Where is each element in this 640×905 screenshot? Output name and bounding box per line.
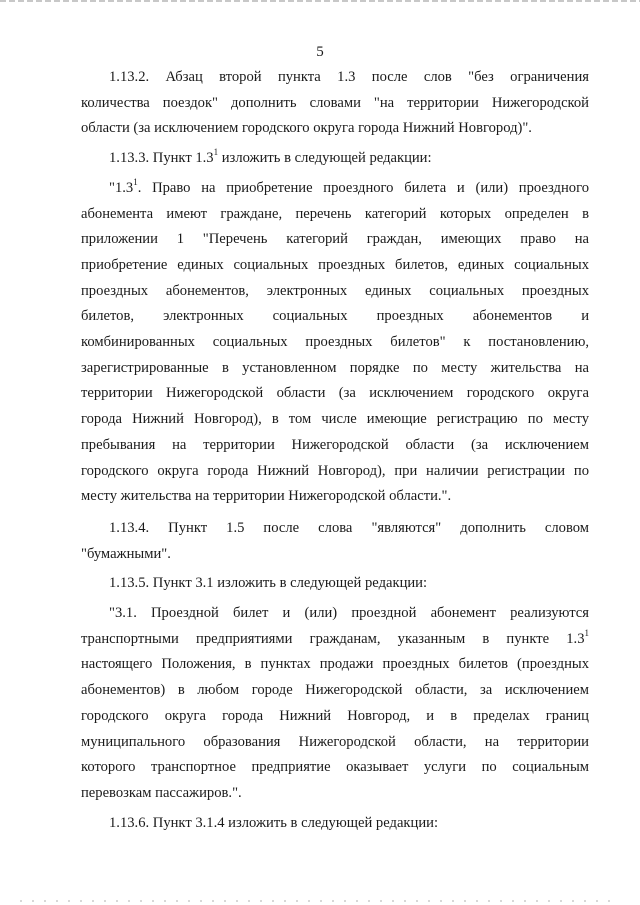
paragraph-1-13-4 <box>81 516 589 567</box>
text-line <box>81 627 589 653</box>
text-line: городского округа города Нижний Новгород), при наличии регистрации по <box>81 462 589 479</box>
text-line <box>81 146 589 172</box>
text-fragment: изложить в следующей редакции: <box>218 150 432 167</box>
text-line: комбинированных социальных проездных билетов" к постановлению, <box>81 334 589 351</box>
text-line: месту жительства на территории Нижегородской области.". <box>81 488 452 505</box>
scan-top-edge <box>0 0 640 2</box>
text-line: муниципального образования Нижегородской области, на территории <box>81 733 589 750</box>
text-line: территории Нижегородской области (за исключением городского округа <box>81 385 589 402</box>
page-number: 5 <box>316 44 324 60</box>
paragraph-1-13-6 <box>81 811 589 837</box>
text-line: перевозкам пассажиров.". <box>81 784 242 801</box>
text-line: 1.13.5. Пункт 3.1 изложить в следующей редакции: <box>109 575 428 592</box>
text-line: зарегистрированные в установленном порядке по месту жительства на <box>81 359 589 376</box>
text-line: "3.1. Проездной билет и (или) проездной абонемент реализуются <box>109 605 589 622</box>
text-line: городского округа города Нижний Новгород, и в пределах границ <box>81 707 589 724</box>
text-line: 1.13.2. Абзац второй пункта 1.3 после слов "без ограничения <box>109 69 589 85</box>
paragraph-1-13-5 <box>81 571 589 597</box>
document-body <box>81 65 589 836</box>
text-line: 1.13.6. Пункт 3.1.4 изложить в следующей редакции: <box>109 814 438 831</box>
superscript: 1 <box>213 147 219 158</box>
text-line: приложении 1 "Перечень категорий граждан, имеющих право на <box>81 231 589 248</box>
text-fragment: "1.3 <box>109 179 134 196</box>
text-line: абонемента имеют граждане, перечень категорий которых определен в <box>81 205 589 222</box>
paragraph-1-13-2 <box>81 65 589 142</box>
text-line: области (за исключением городского округа города Нижний Новгород)". <box>81 120 532 137</box>
text-line: количества поездок" дополнить словами "на территории Нижегородской <box>81 94 589 111</box>
text-line: абонементов) в любом городе Нижегородской области, за исключением <box>81 682 589 699</box>
scan-bottom-edge <box>20 900 620 902</box>
text-line: 1.13.4. Пункт 1.5 после слова "являются" дополнить словом <box>109 519 589 536</box>
text-fragment: транспортными предприятиями гражданам, указанным в пункте 1.3 <box>81 630 585 647</box>
text-line <box>81 176 589 202</box>
paragraph-quoted-3-1 <box>81 601 589 807</box>
text-line: "бумажными". <box>81 545 171 562</box>
text-line: города Нижний Новгород), в том числе имеющие регистрацию по месту <box>81 411 589 428</box>
superscript: 1 <box>133 176 138 187</box>
text-line: билетов, электронных социальных проездных абонементов и <box>81 308 589 325</box>
text-line: настоящего Положения, в пунктах продажи проездных билетов (проездных <box>81 656 589 673</box>
text-line: пребывания на территории Нижегородской области (за исключением <box>81 436 589 453</box>
paragraph-quoted-1-3-1 <box>81 176 589 510</box>
text-line: приобретение единых социальных проездных билетов, единых социальных <box>81 256 589 273</box>
text-fragment: . Право на приобретение проездного билета и (или) проездного <box>137 179 589 196</box>
superscript: 1 <box>584 627 589 638</box>
text-line: проездных абонементов, электронных единых социальных проездных <box>81 282 589 299</box>
text-fragment: 1.13.3. Пункт 1.3 <box>109 150 214 167</box>
paragraph-1-13-3 <box>81 146 589 172</box>
text-line: которого транспортное предприятие оказывает услуги по социальным <box>81 759 589 776</box>
